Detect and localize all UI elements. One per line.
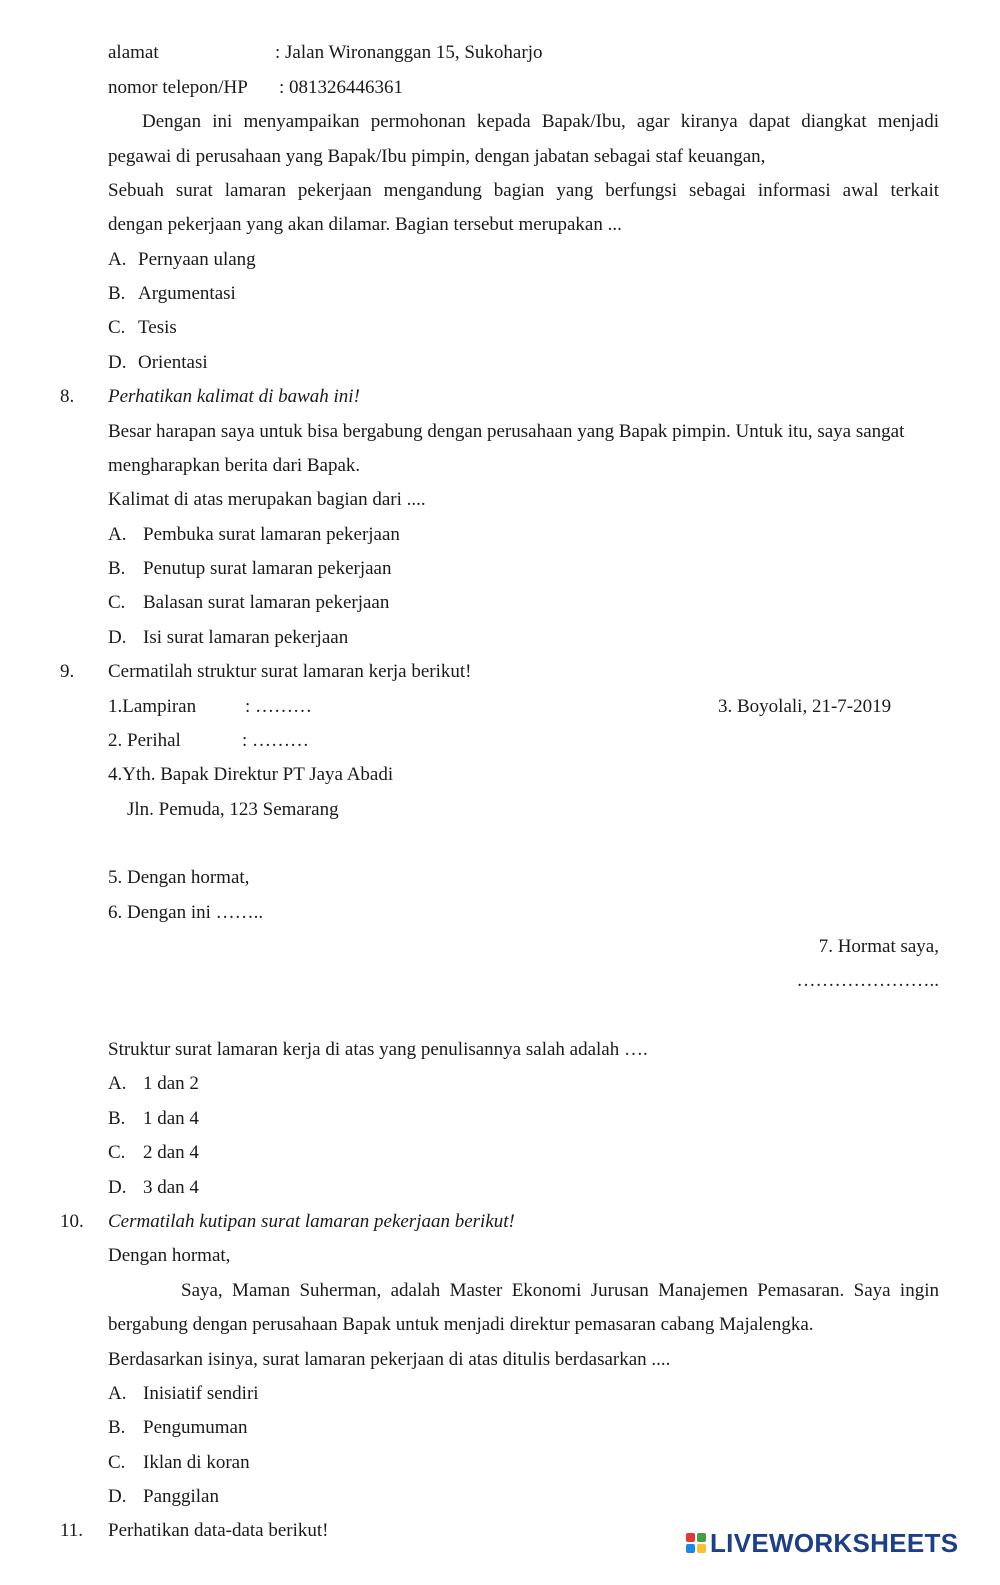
- logo-square-green: [697, 1533, 706, 1542]
- option-letter: D.: [108, 1177, 127, 1198]
- q9-question: Struktur surat lamaran kerja di atas yang penulisannya salah adalah ….: [108, 1039, 648, 1060]
- q9-option-d[interactable]: [108, 1176, 199, 1200]
- q9-option-a[interactable]: [108, 1072, 199, 1096]
- q10-salutation: Dengan hormat,: [108, 1245, 231, 1266]
- q7-option-a[interactable]: [108, 248, 256, 272]
- q9-instruction: Cermatilah struktur surat lamaran kerja berikut!: [108, 661, 472, 682]
- option-text: Inisiatif sendiri: [143, 1383, 259, 1404]
- option-text: Orientasi: [138, 352, 208, 373]
- letter-lampiran-label: 1.Lampiran: [108, 696, 197, 717]
- q9-number: 9.: [60, 661, 75, 682]
- letter-body: 6. Dengan ini ……..: [108, 902, 264, 923]
- q8-option-b[interactable]: [108, 557, 391, 581]
- option-letter: A.: [108, 249, 127, 270]
- q10-instruction: Cermatilah kutipan surat lamaran pekerjaan berikut!: [108, 1211, 515, 1232]
- logo-square-blue: [686, 1544, 695, 1553]
- q8-option-c[interactable]: [108, 591, 389, 615]
- option-letter: D.: [108, 627, 127, 648]
- letter-recipient-address: Jln. Pemuda, 123 Semarang: [127, 799, 339, 820]
- q9-option-b[interactable]: [108, 1107, 199, 1131]
- logo-square-red: [686, 1533, 695, 1542]
- option-text: Panggilan: [143, 1486, 219, 1507]
- option-letter: C.: [108, 1142, 126, 1163]
- q7-paragraph-line-2: pegawai di perusahaan yang Bapak/Ibu pimpin, dengan jabatan sebagai staf keuangan,: [108, 146, 766, 167]
- option-letter: A.: [108, 1073, 127, 1094]
- q10-option-b[interactable]: [108, 1416, 248, 1440]
- option-text: Pengumuman: [143, 1417, 248, 1438]
- option-text: 1 dan 4: [143, 1108, 199, 1129]
- letter-perihal-label: 2. Perihal: [108, 730, 181, 751]
- letter-signature: …………………..: [796, 970, 939, 991]
- q8-question: Kalimat di atas merupakan bagian dari ....: [108, 489, 426, 510]
- option-text: Iklan di koran: [143, 1452, 250, 1473]
- option-text: Penutup surat lamaran pekerjaan: [143, 558, 392, 579]
- letter-recipient: 4.Yth. Bapak Direktur PT Jaya Abadi: [108, 764, 394, 785]
- option-letter: B.: [108, 283, 126, 304]
- option-text: Pembuka surat lamaran pekerjaan: [143, 524, 400, 545]
- q10-option-a[interactable]: [108, 1382, 259, 1406]
- q10-number: 10.: [60, 1211, 84, 1232]
- q10-option-c[interactable]: [108, 1451, 250, 1475]
- option-letter: D.: [108, 1486, 127, 1507]
- letter-lampiran-value: : ………: [245, 696, 313, 717]
- q8-number: 8.: [60, 386, 75, 407]
- q11-number: 11.: [60, 1520, 84, 1541]
- q8-option-d[interactable]: [108, 626, 348, 650]
- option-letter: A.: [108, 524, 127, 545]
- option-letter: C.: [108, 592, 126, 613]
- q10-body-line-1: Saya, Maman Suherman, adalah Master Ekonomi Jurusan Manajemen Pemasaran. Saya ingin: [181, 1280, 939, 1301]
- q9-option-c[interactable]: [108, 1141, 199, 1165]
- option-letter: B.: [108, 1417, 126, 1438]
- letter-salutation: 5. Dengan hormat,: [108, 867, 250, 888]
- address-value: : Jalan Wironanggan 15, Sukoharjo: [275, 42, 543, 63]
- option-text: 2 dan 4: [143, 1142, 199, 1163]
- q10-question: Berdasarkan isinya, surat lamaran pekerjaan di atas ditulis berdasarkan ....: [108, 1349, 671, 1370]
- q8-option-a[interactable]: [108, 523, 400, 547]
- phone-value: : 081326446361: [279, 77, 404, 98]
- option-letter: C.: [108, 317, 126, 338]
- q7-option-c[interactable]: [108, 316, 177, 340]
- option-letter: B.: [108, 1108, 126, 1129]
- q8-quote-line-1: Besar harapan saya untuk bisa bergabung dengan perusahaan yang Bapak pimpin. Untuk itu, saya sangat: [108, 421, 905, 442]
- q11-instruction: Perhatikan data-data berikut!: [108, 1520, 329, 1541]
- option-text: Pernyaan ulang: [138, 249, 256, 270]
- q7-question-line-1: Sebuah surat lamaran pekerjaan mengandung bagian yang berfungsi sebagai informasi awal terkait: [108, 180, 939, 201]
- option-letter: A.: [108, 1383, 127, 1404]
- option-text: Argumentasi: [138, 283, 236, 304]
- q10-option-d[interactable]: [108, 1485, 219, 1509]
- option-text: 1 dan 2: [143, 1073, 199, 1094]
- letter-closing: 7. Hormat saya,: [818, 936, 939, 957]
- liveworksheets-logo: [686, 1526, 958, 1560]
- q7-question-line-2: dengan pekerjaan yang akan dilamar. Bagian tersebut merupakan ...: [108, 214, 622, 235]
- option-letter: C.: [108, 1452, 126, 1473]
- q7-option-b[interactable]: [108, 282, 236, 306]
- q10-body-line-2: bergabung dengan perusahaan Bapak untuk menjadi direktur pemasaran cabang Majalengka.: [108, 1314, 814, 1335]
- option-text: Balasan surat lamaran pekerjaan: [143, 592, 390, 613]
- address-label: alamat: [108, 42, 159, 63]
- option-text: 3 dan 4: [143, 1177, 199, 1198]
- letter-date: 3. Boyolali, 21-7-2019: [718, 696, 892, 717]
- q7-paragraph-line-1: Dengan ini menyampaikan permohonan kepada Bapak/Ibu, agar kiranya dapat diangkat menjadi: [142, 111, 939, 132]
- option-letter: B.: [108, 558, 126, 579]
- liveworksheets-logo-icon: [686, 1533, 706, 1553]
- q7-option-d[interactable]: [108, 351, 208, 375]
- option-text: Isi surat lamaran pekerjaan: [143, 627, 349, 648]
- q8-quote-line-2: mengharapkan berita dari Bapak.: [108, 455, 361, 476]
- option-text: Tesis: [138, 317, 177, 338]
- liveworksheets-wordmark: LIVEWORKSHEETS: [710, 1527, 959, 1558]
- letter-perihal-value: : ………: [242, 730, 310, 751]
- option-letter: D.: [108, 352, 127, 373]
- logo-square-yellow: [697, 1544, 706, 1553]
- phone-label: nomor telepon/HP: [108, 77, 248, 98]
- q8-instruction: Perhatikan kalimat di bawah ini!: [108, 386, 360, 407]
